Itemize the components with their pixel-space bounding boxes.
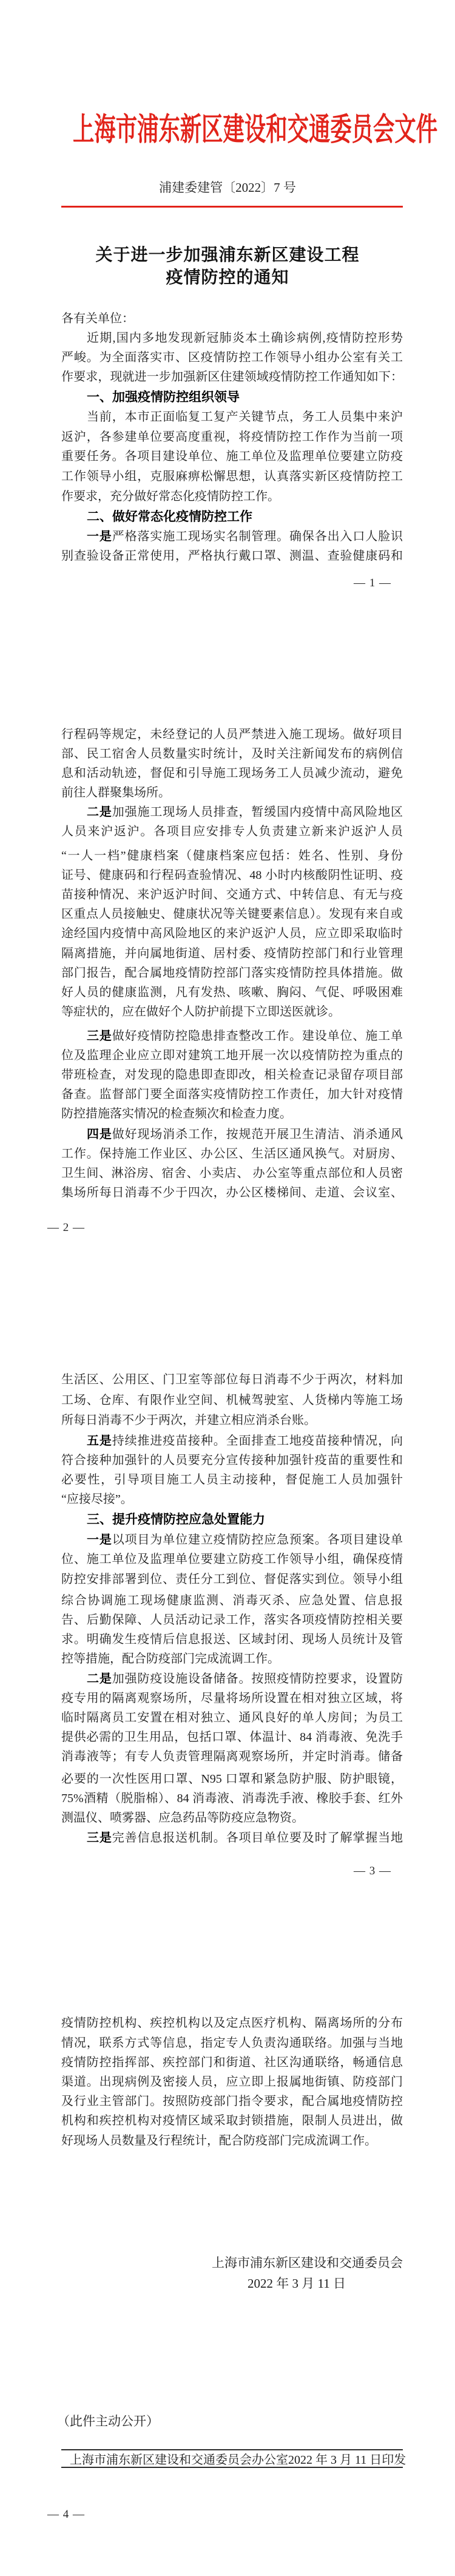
- body-line: 二是加强防疫设施设备储备。按照疫情防控要求，设置防: [87, 1672, 403, 1686]
- bold-lead: 一是: [87, 530, 112, 543]
- bold-lead: 一是: [87, 1533, 112, 1547]
- body-line: 五是持续推进疫苗接种。全面排查工地疫苗接种情况，向: [87, 1434, 403, 1448]
- signature-date: 2022 年 3 月 11 日: [248, 2276, 346, 2291]
- letterhead-title: 上海市浦东新区建设和交通委员会文件: [73, 113, 438, 147]
- body-line: 控等措施，配合防疫部门完成流调工作。: [61, 1652, 280, 1666]
- body-line: 疫情防控指挥部、疾控部门和街道、社区沟通联络，畅通信息: [61, 2056, 403, 2069]
- body-line: 别查验设备正常使用，严格执行戴口罩、测温、查验健康码和: [61, 549, 403, 563]
- bold-lead: 五是: [87, 1434, 112, 1448]
- footer-print-date: 2022 年 3 月 11 日印发: [288, 2453, 406, 2467]
- body-line: 前往人群聚集场所。: [61, 786, 170, 799]
- document-title-line2: 疫情防控的通知: [166, 268, 289, 287]
- section-heading: 一、加强疫情防控组织领导: [87, 390, 240, 404]
- body-line: 隔离措施，并向属地街道、居村委、疫情防控部门和行业管理: [61, 947, 403, 960]
- body-line: 渠道。出现病例及密接人员，应立即上报属地街镇、防疫部门: [61, 2075, 403, 2089]
- bold-lead: 二是: [87, 805, 112, 819]
- body-line: 重要任务。各项目建设单位、施工单位及监理单位要建立防疫: [61, 450, 403, 463]
- body-line: 机构和疾控机构对疫情区域采取封锁措施，限制人员进出，做: [61, 2114, 403, 2127]
- body-line: 情况，联系方式等信息，指定专人负责沟通联络。加强与当地: [61, 2036, 403, 2050]
- body-line: 符合接种加强针的人员要充分宣传接种加强针疫苗的重要性和: [61, 1454, 403, 1467]
- body-line: 工作。保持施工作业区、办公区、生活区通风换气。对厨房、: [61, 1147, 403, 1161]
- section-heading: 三、提升疫情防控应急处置能力: [87, 1513, 265, 1527]
- body-line: 各有关单位：: [61, 312, 134, 325]
- body-line: 区重点人员接触史、健康状况等关键要素信息）。发现有来自或: [61, 907, 403, 921]
- body-line: 返沪，各参建单位要高度重视，将疫情防控工作作为当前一项: [61, 430, 403, 444]
- body-line: 位、施工单位及监理单位要建立防疫工作领导小组，确保疫情: [61, 1553, 403, 1566]
- document-number: 浦建委建管〔2022〕7 号: [159, 180, 296, 195]
- body-line: 75%酒精（脱脂棉）、84 消毒液、消毒洗手液、橡胶手套、红外: [61, 1792, 403, 1805]
- signature-organization: 上海市浦东新区建设和交通委员会: [212, 2256, 403, 2270]
- body-line: 告、后勤保障、人员活动记录工作，落实各项疫情防控相关要: [61, 1613, 403, 1627]
- body-line: 当前，本市正面临复工复产关键节点，务工人员集中来沪: [87, 410, 403, 424]
- document-title: [0, 244, 455, 289]
- body-line: 行程码等规定，未经登记的人员严禁进入施工现场。做好项目: [61, 728, 403, 741]
- body-line: 及行业主管部门。按照防疫部门指令要求，配合属地疫情防控: [61, 2095, 403, 2108]
- body-line: 卫生间、淋浴房、宿舍、小卖店、 办公室等重点部位和人员密: [61, 1167, 403, 1180]
- body-line: 疫情防控机构、疾控机构以及定点医疗机构、隔离场所的分布: [61, 2016, 403, 2030]
- body-line: 一是严格落实施工现场实名制管理。确保各出入口人脸识: [87, 530, 403, 543]
- body-line: 测温仪、喷雾器、应急药品等防疫应急物资。: [61, 1811, 304, 1825]
- body-line: 四是做好现场消杀工作，按规范开展卫生清洁、消杀通风: [87, 1128, 403, 1141]
- body-line: 三是做好疫情防控隐患排查整改工作。建设单位、施工单: [87, 1029, 403, 1043]
- body-line: 息和活动轨迹，督促和引导施工现场务工人员减少流动，避免: [61, 767, 403, 780]
- body-line: 疫专用的隔离观察场所，尽量将场所设置在相对独立区域，将: [61, 1692, 403, 1705]
- body-line: 备查。监督部门要全面落实疫情防控工作责任，加大针对疫情: [61, 1088, 403, 1101]
- footer-office: 上海市浦东新区建设和交通委员会办公室: [70, 2453, 288, 2467]
- body-line: 部门报告，配合属地疫情防控部门落实疫情防控具体措施。做: [61, 966, 403, 980]
- body-line: 防控措施落实情况的检查频次和检查力度。: [61, 1107, 292, 1120]
- bold-lead: 三是: [87, 1831, 112, 1845]
- letterhead-divider-rule: [61, 206, 403, 208]
- body-line: 好现场人员数量及行程统计，配合防疫部门完成流调工作。: [61, 2134, 377, 2147]
- body-line: 防控安排部署到位、责任分工到位、督促落实到位。领导小组: [61, 1573, 403, 1586]
- body-line: 生活区、公用区、门卫室等部位每日消毒不少于两次，材料加: [61, 1373, 403, 1386]
- body-line: 好人员的健康监测，凡有发热、咳嗽、胸闷、气促、呼吸困难: [61, 986, 403, 999]
- body-line: 苗接种情况、来沪返沪时间、交通方式、中转信息、有无与疫: [61, 888, 403, 901]
- body-line: 二是加强施工现场人员排查，暂缓国内疫情中高风险地区: [87, 805, 403, 819]
- body-line: 证号、健康码和行程码查验情况、48 小时内核酸阴性证明、疫: [61, 869, 403, 882]
- section-heading: 二、做好常态化疫情防控工作: [87, 510, 252, 524]
- body-line: 途经国内疫情中高风险地区的来沪返沪人员，应立即采取临时: [61, 927, 403, 940]
- body-line: 部、民工宿舍人员数量实时统计，及时关注新闻发布的病例信: [61, 747, 403, 761]
- publicity-note: （此件主动公开）: [57, 2414, 159, 2429]
- page-number-2: — 2 —: [47, 1221, 85, 1234]
- body-line: 等症状的，应在做好个人防护前提下立即送医就诊。: [61, 1005, 340, 1019]
- body-line: 严峻。为全面落实市、区疫情防控工作领导小组办公室有关工: [61, 351, 403, 364]
- body-line: “一人一档”健康档案（健康档案应包括：姓名、性别、身份: [61, 849, 403, 863]
- bold-lead: 二是: [87, 1672, 112, 1686]
- body-line: 集场所每日消毒不少于四次，办公区楼梯间、走道、会议室、: [61, 1186, 403, 1199]
- body-line: 作要求，现就进一步加强新区住建领域疫情防控工作通知如下：: [61, 370, 403, 384]
- body-line: 消毒液等；有专人负责管理隔离观察场所，并定时消毒。储备: [61, 1750, 403, 1763]
- document-title-line1: 关于进一步加强浦东新区建设工程: [95, 246, 360, 265]
- body-line: 求。明确发生疫情后信息报送、区域封闭、现场人员统计及管: [61, 1633, 403, 1646]
- body-line: 工场、仓库、有限作业空间、机械驾驶室、人货梯内等施工场: [61, 1394, 403, 1407]
- body-line: 人员来沪返沪。各项目应安排专人负责建立新来沪返沪人员: [61, 825, 403, 838]
- body-line: 临时隔离员工安置在相对独立、通风良好的单人房间；为员工: [61, 1711, 403, 1724]
- body-line: 工作领导小组，克服麻痹松懈思想，认真落实新区疫情防控工: [61, 470, 403, 483]
- bold-lead: 三是: [87, 1029, 112, 1043]
- bold-lead: 四是: [87, 1128, 112, 1141]
- body-line: 近期,国内多地发现新冠肺炎本土确诊病例,疫情防控形势: [87, 331, 403, 345]
- body-line: 必要的一次性医用口罩、N95 口罩和紧急防护服、防护眼镜，: [61, 1772, 403, 1786]
- page-number-1: — 1 —: [354, 577, 391, 589]
- body-line: 一是以项目为单位建立疫情防控应急预案。各项目建设单: [87, 1533, 403, 1547]
- body-line: 作要求，充分做好常态化疫情防控工作。: [61, 490, 280, 503]
- body-line: 必要性，引导项目施工人员主动接种，督促施工人员加强针: [61, 1473, 403, 1486]
- body-line: 所每日消毒不少于两次，并建立相应消杀台账。: [61, 1414, 316, 1427]
- page-number-3: — 3 —: [354, 1865, 391, 1877]
- body-line: 位及监理企业应立即对建筑工地开展一次以疫情防控为重点的: [61, 1049, 403, 1062]
- body-line: 提供必需的卫生用品，包括口罩、体温计、84 消毒液、免洗手: [61, 1730, 403, 1744]
- body-line: “应接尽接”。: [61, 1493, 133, 1506]
- page-number-4: — 4 —: [47, 2508, 85, 2521]
- body-line: 综合协调施工现场健康监测、消毒灭杀、应急处置、信息报: [61, 1594, 403, 1607]
- body-line: 三是完善信息报送机制。各项目单位要及时了解掌握当地: [87, 1831, 403, 1845]
- body-line: 带班检查，对发现的隐患即查即改，相关检查记录留存项目部: [61, 1068, 403, 1082]
- print-footer: [61, 2449, 406, 2468]
